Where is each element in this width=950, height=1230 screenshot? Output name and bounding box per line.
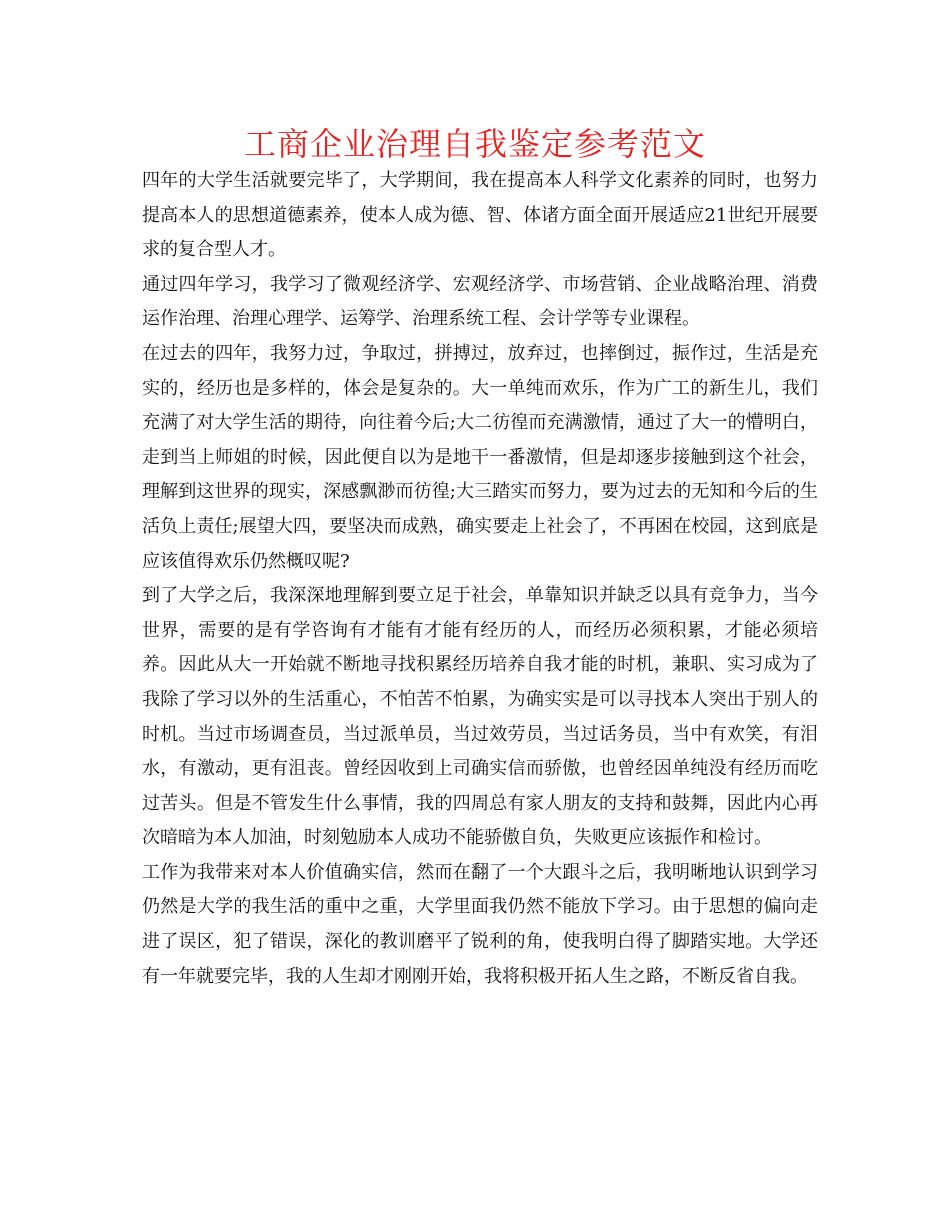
- paragraph-conclusion: 工作为我带来对本人价值确实信，然而在翻了一个大跟斗之后，我明晰地认识到学习仍然是大学的我生活的重中之重，大学里面我仍然不能放下学习。由于思想的偏向走进了误区，犯了错误，深化的教训磨平了锐利的角，使我明白得了脚踏实地。大学还有一年就要完毕，我的人生却才刚刚开始，我将积极开拓人生之路，不断反省自我。: [142, 861, 818, 987]
- paragraph-four-years: 在过去的四年，我努力过，争取过，拼搏过，放弃过，也摔倒过，振作过，生活是充实的，经历也是多样的，体会是复杂的。大一单纯而欢乐，作为广工的新生儿，我们充满了对大学生活的期待，向往着今后;大二彷徨而充满激情，通过了大一的懵明白，走到当上师姐的时候，因此便自以为是地干一番激情，但是却逐步接触到这个社会，理解到这世界的现实，深感飘渺而彷徨;大三踏实而努力，要为过去的无知和今后的生活负上责任;展望大四，要坚决而成熟，确实要走上社会了，不再困在校园，这到底是应该值得欢乐仍然概叹呢?: [142, 342, 818, 572]
- document-body: [142, 164, 818, 994]
- paragraph-experience: 到了大学之后，我深深地理解到要立足于社会，单靠知识并缺乏以具有竞争力，当今世界，需要的是有学咨询有才能有才能有经历的人，而经历必须积累，才能必须培养。因此从大一开始就不断地寻找积累经历培养自我才能的时机，兼职、实习成为了我除了学习以外的生活重心，不怕苦不怕累，为确实实是可以寻找本人突出于别人的时机。当过市场调查员，当过派单员，当过效劳员，当过话务员，当中有欢笑，有泪水，有激动，更有沮丧。曾经因收到上司确实信而骄傲，也曾经因单纯没有经历而吃过苦头。但是不管发生什么事情，我的四周总有家人朋友的支持和鼓舞，因此内心再次暗暗为本人加油，时刻勉励本人成功不能骄傲自负，失败更应该振作和检讨。: [142, 585, 818, 849]
- document-title: 工商企业治理自我鉴定参考范文: [243, 125, 706, 163]
- paragraph-intro: 四年的大学生活就要完毕了，大学期间，我在提高本人科学文化素养的同时，也努力提高本人的思想道德素养，使本人成为德、智、体诸方面全面开展适应21世纪开展要求的复合型人才。: [142, 170, 818, 261]
- paragraph-courses: 通过四年学习，我学习了微观经济学、宏观经济学、市场营销、企业战略治理、消费运作治理、治理心理学、运筹学、治理系统工程、会计学等专业课程。: [142, 273, 818, 330]
